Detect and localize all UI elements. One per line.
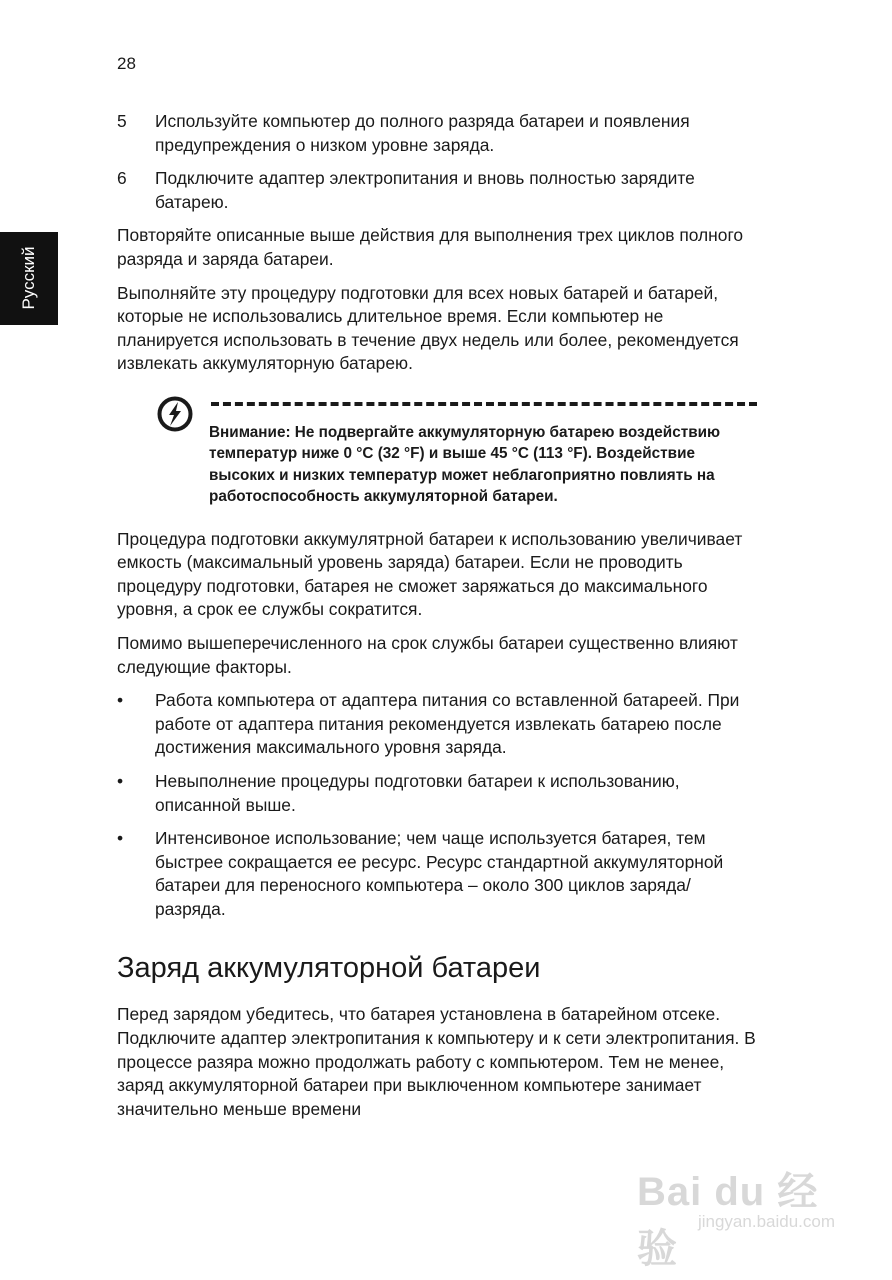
page-number: 28 bbox=[117, 54, 136, 73]
warning-note bbox=[117, 392, 757, 508]
bullet-text: Невыполнение процедуры подготовки батареи к использованию, описанной выше. bbox=[155, 770, 680, 815]
step-number: 5 bbox=[117, 111, 127, 131]
language-side-tab bbox=[0, 232, 58, 325]
bullet-text: Интенсивоное использование; чем чаще используется батарея, тем быстрее сокращается ее ресурс. Ресурс стандартной аккумуляторной батареи для переносного компьютера – около 300 циклов заряда/разряда. bbox=[155, 828, 724, 919]
bullet-item bbox=[117, 689, 757, 760]
paragraph: Выполняйте эту процедуру подготовки для всех новых батарей и батарей, которые не использовались длительное время. Если компьютер не планируется использовать в течение двух недель или более, рекомендуется извлекать аккумуляторную батарею. bbox=[117, 282, 739, 374]
bullet-item bbox=[117, 827, 757, 921]
watermark-logo: Bai du 经验 bbox=[637, 1170, 819, 1271]
watermark bbox=[637, 1140, 837, 1271]
paragraph: Повторяйте описанные выше действия для выполнения трех циклов полного разряда и заряда батареи. bbox=[117, 225, 744, 269]
bullet-mark: • bbox=[117, 770, 124, 791]
bullet-mark: • bbox=[117, 690, 124, 711]
numbered-step bbox=[117, 110, 757, 157]
warning-divider bbox=[211, 402, 757, 406]
section-heading: Заряд аккумуляторной батареи bbox=[117, 952, 541, 985]
warning-bolt-icon bbox=[157, 396, 193, 432]
step-number: 6 bbox=[117, 168, 127, 189]
bullet-text: Работа компьютера от адаптера питания со вставленной батареей. При работе от адаптера питания рекомендуется извлекать батарею после достижения максимального уровня заряда. bbox=[155, 690, 740, 758]
section-paragraph: Перед зарядом убедитесь, что батарея установлена в батарейном отсеке. Подключите адаптер электропитания к компьютеру и к сети электропитания. В процессе разяра можно продолжать работу с компьютером. Тем не менее, заряд аккумуляторной батареи при выключенном компьютере занимает значительно меньше времени bbox=[117, 1004, 756, 1119]
numbered-step bbox=[117, 167, 757, 214]
watermark-url: jingyan.baidu.com bbox=[697, 1212, 835, 1231]
step-text: Подключите адаптер электропитания и вновь полностью зарядите батарею. bbox=[155, 168, 695, 212]
warning-text: Внимание: Не подвергайте аккумуляторную батарею воздействию температур ниже 0 °C (32 °F) и выше 45 °C (113 °F). Воздействие высоких и низких температур может неблагоприятно повлиять на работоспособность аккумуляторной батареи. bbox=[209, 423, 721, 506]
bullet-item bbox=[117, 770, 757, 817]
paragraph: Процедура подготовки аккумулятрной батареи к использованию увеличивает емкость (максимальный уровень заряда) батареи. Если не проводить процедуру подготовки, батарея не сможет заряжаться до максимального уровня, а срок ее службы сократится. bbox=[117, 528, 743, 620]
page-content bbox=[117, 110, 757, 1131]
bullet-mark: • bbox=[117, 828, 124, 849]
paragraph: Помимо вышеперечисленного на срок службы батареи существенно влияют следующие факторы. bbox=[117, 632, 738, 677]
step-text: Используйте компьютер до полного разряда батареи и появления предупреждения о низком уровне заряда. bbox=[155, 111, 690, 155]
language-tab-label: Русский bbox=[19, 246, 38, 310]
